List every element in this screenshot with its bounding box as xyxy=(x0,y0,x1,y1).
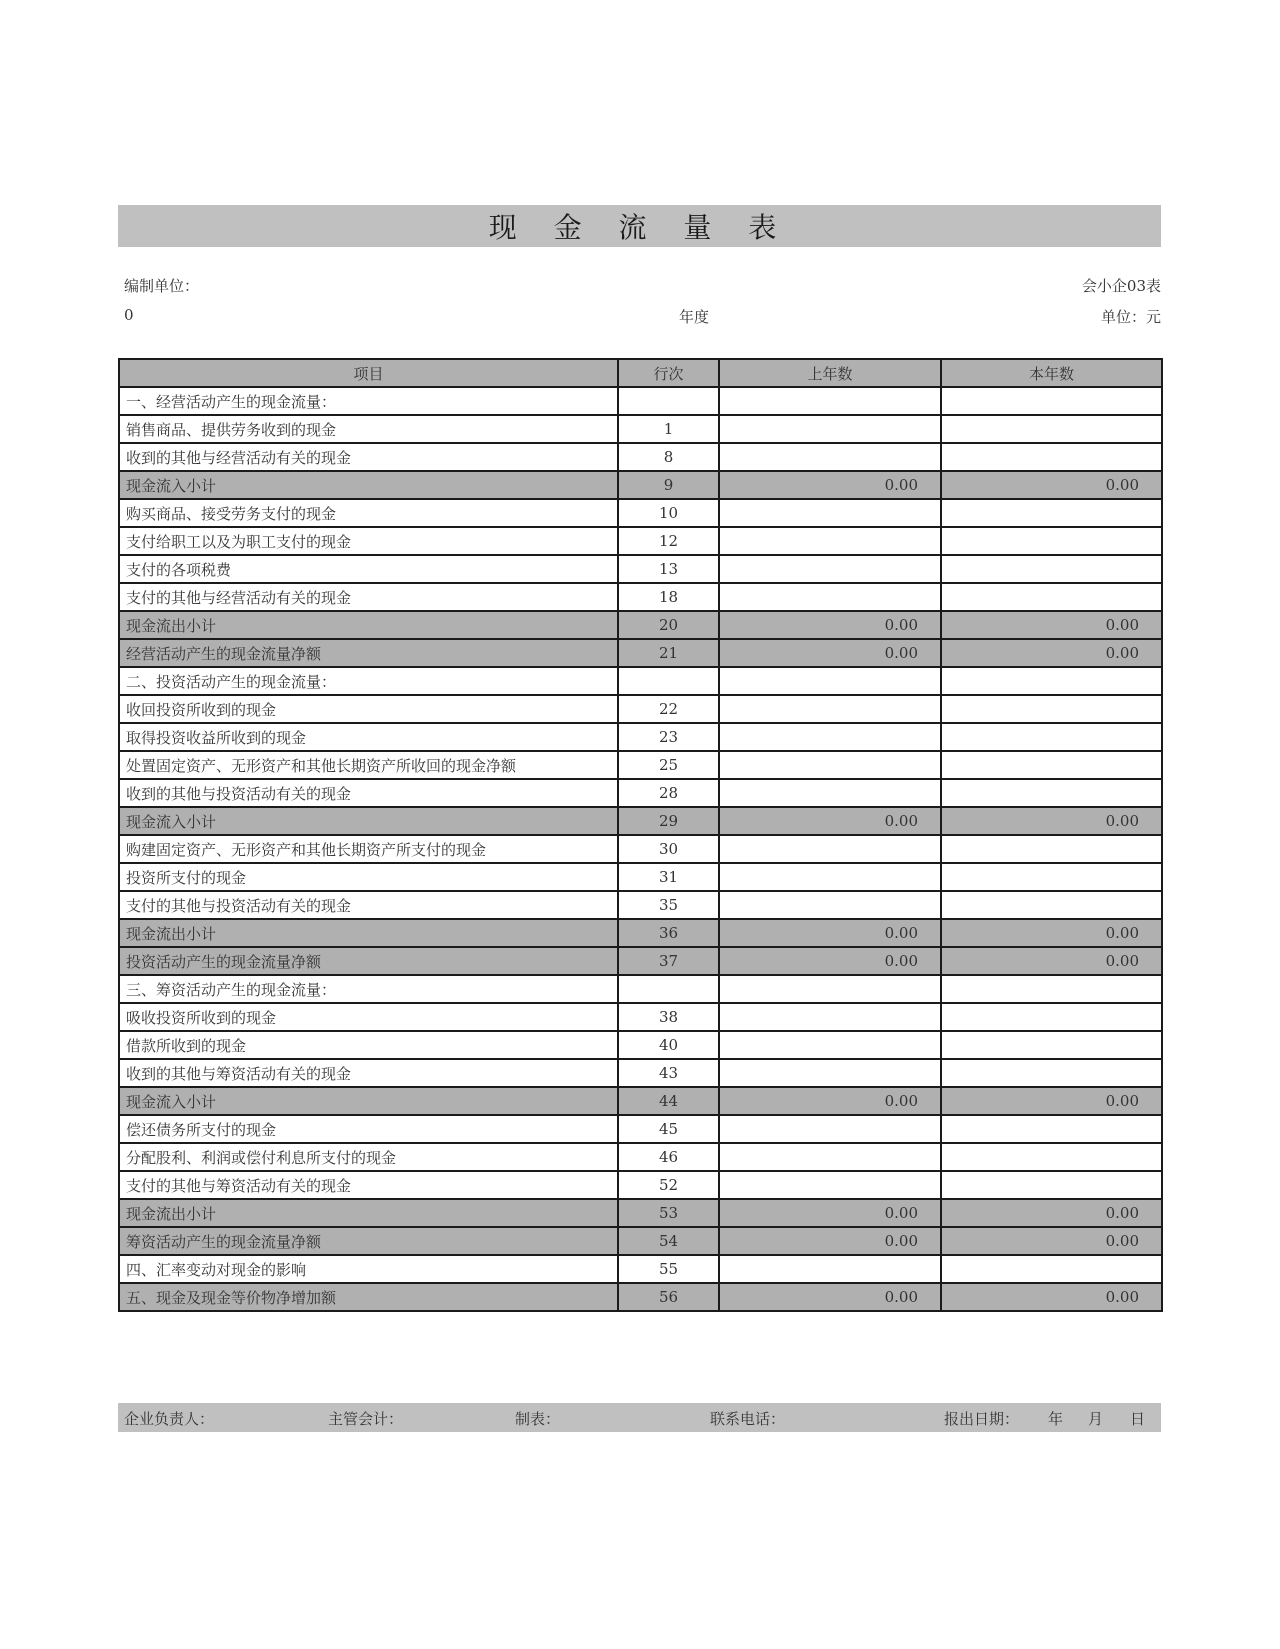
row-curr-year-amount[interactable] xyxy=(941,1031,1162,1059)
row-prev-year-amount[interactable] xyxy=(719,1059,941,1087)
row-line-number: 22 xyxy=(618,695,719,723)
row-line-number: 20 xyxy=(618,611,719,639)
row-prev-year-amount[interactable]: 0.00 xyxy=(719,1087,941,1115)
row-prev-year-amount[interactable] xyxy=(719,555,941,583)
row-line-number: 45 xyxy=(618,1115,719,1143)
cash-flow-table xyxy=(118,358,1163,1312)
row-prev-year-amount[interactable] xyxy=(719,1143,941,1171)
row-curr-year-amount[interactable] xyxy=(941,779,1162,807)
row-item-label: 收到的其他与经营活动有关的现金 xyxy=(119,443,618,471)
row-prev-year-amount[interactable] xyxy=(719,835,941,863)
row-line-number: 53 xyxy=(618,1199,719,1227)
row-prev-year-amount[interactable] xyxy=(719,723,941,751)
row-item-label: 支付的各项税费 xyxy=(119,555,618,583)
row-curr-year-amount[interactable] xyxy=(941,695,1162,723)
footer-phone: 联系电话： xyxy=(710,1410,786,1428)
row-line-number: 10 xyxy=(618,499,719,527)
row-curr-year-amount[interactable]: 0.00 xyxy=(941,1087,1162,1115)
row-curr-year-amount[interactable] xyxy=(941,863,1162,891)
row-line-number: 44 xyxy=(618,1087,719,1115)
footer-month: 月 xyxy=(1088,1410,1104,1428)
row-prev-year-amount[interactable]: 0.00 xyxy=(719,807,941,835)
row-item-label: 收回投资所收到的现金 xyxy=(119,695,618,723)
row-line-number: 18 xyxy=(618,583,719,611)
row-item-label: 现金流入小计 xyxy=(119,807,618,835)
row-curr-year-amount[interactable] xyxy=(941,723,1162,751)
row-curr-year-amount[interactable] xyxy=(941,1059,1162,1087)
row-line-number: 29 xyxy=(618,807,719,835)
row-prev-year-amount[interactable] xyxy=(719,1031,941,1059)
compiler-label: 编制单位： xyxy=(124,277,200,295)
row-line-number: 9 xyxy=(618,471,719,499)
row-curr-year-amount[interactable] xyxy=(941,1171,1162,1199)
row-prev-year-amount[interactable] xyxy=(719,527,941,555)
row-line-number: 13 xyxy=(618,555,719,583)
row-prev-year-amount[interactable] xyxy=(719,695,941,723)
row-prev-year-amount[interactable] xyxy=(719,863,941,891)
row-prev-year-amount[interactable]: 0.00 xyxy=(719,919,941,947)
row-item-label: 取得投资收益所收到的现金 xyxy=(119,723,618,751)
row-item-label: 借款所收到的现金 xyxy=(119,1031,618,1059)
row-prev-year-amount[interactable] xyxy=(719,891,941,919)
row-item-label: 筹资活动产生的现金流量净额 xyxy=(119,1227,618,1255)
unit-label: 单位：元 xyxy=(1100,308,1161,326)
row-curr-year-amount[interactable] xyxy=(941,387,1162,415)
row-curr-year-amount[interactable] xyxy=(941,891,1162,919)
row-line-number: 23 xyxy=(618,723,719,751)
row-item-label: 购建固定资产、无形资产和其他长期资产所支付的现金 xyxy=(119,835,618,863)
row-curr-year-amount[interactable]: 0.00 xyxy=(941,611,1162,639)
row-curr-year-amount[interactable] xyxy=(941,499,1162,527)
row-line-number: 43 xyxy=(618,1059,719,1087)
table-row xyxy=(119,1087,1162,1115)
table-row xyxy=(119,1031,1162,1059)
row-curr-year-amount[interactable]: 0.00 xyxy=(941,471,1162,499)
company-value: 0 xyxy=(124,306,134,324)
row-prev-year-amount[interactable]: 0.00 xyxy=(719,1227,941,1255)
row-item-label: 收到的其他与筹资活动有关的现金 xyxy=(119,1059,618,1087)
footer-year: 年 xyxy=(1048,1410,1064,1428)
row-line-number: 8 xyxy=(618,443,719,471)
table-header-row xyxy=(119,359,1162,387)
row-line-number: 36 xyxy=(618,919,719,947)
table-row xyxy=(119,415,1162,443)
row-item-label: 收到的其他与投资活动有关的现金 xyxy=(119,779,618,807)
row-curr-year-amount[interactable] xyxy=(941,835,1162,863)
row-item-label: 四、汇率变动对现金的影响 xyxy=(119,1255,618,1283)
row-prev-year-amount[interactable] xyxy=(719,499,941,527)
table-row xyxy=(119,1283,1162,1311)
table-row xyxy=(119,499,1162,527)
row-item-label: 支付的其他与投资活动有关的现金 xyxy=(119,891,618,919)
row-prev-year-amount[interactable]: 0.00 xyxy=(719,1283,941,1311)
row-prev-year-amount[interactable]: 0.00 xyxy=(719,1199,941,1227)
report-title-bar xyxy=(118,205,1161,247)
row-curr-year-amount[interactable]: 0.00 xyxy=(941,1227,1162,1255)
form-code: 会小企03表 xyxy=(1081,277,1161,295)
row-line-number: 21 xyxy=(618,639,719,667)
table-row xyxy=(119,835,1162,863)
row-curr-year-amount[interactable] xyxy=(941,975,1162,1003)
row-item-label: 现金流出小计 xyxy=(119,1199,618,1227)
row-line-number: 35 xyxy=(618,891,719,919)
row-prev-year-amount[interactable] xyxy=(719,387,941,415)
row-item-label: 二、投资活动产生的现金流量： xyxy=(119,667,618,695)
row-line-number: 56 xyxy=(618,1283,719,1311)
row-curr-year-amount[interactable] xyxy=(941,1115,1162,1143)
row-line-number xyxy=(618,387,719,415)
row-item-label: 现金流入小计 xyxy=(119,1087,618,1115)
table-row xyxy=(119,863,1162,891)
row-curr-year-amount[interactable] xyxy=(941,667,1162,695)
row-line-number: 25 xyxy=(618,751,719,779)
row-line-number xyxy=(618,975,719,1003)
table-row xyxy=(119,583,1162,611)
row-line-number xyxy=(618,667,719,695)
row-prev-year-amount[interactable] xyxy=(719,779,941,807)
table-body xyxy=(119,387,1162,1311)
row-prev-year-amount[interactable]: 0.00 xyxy=(719,611,941,639)
row-prev-year-amount[interactable] xyxy=(719,1171,941,1199)
table-row xyxy=(119,1199,1162,1227)
table-row xyxy=(119,1115,1162,1143)
header-curr-year: 本年数 xyxy=(941,359,1162,387)
row-item-label: 经营活动产生的现金流量净额 xyxy=(119,639,618,667)
row-prev-year-amount[interactable] xyxy=(719,443,941,471)
row-item-label: 支付给职工以及为职工支付的现金 xyxy=(119,527,618,555)
row-prev-year-amount[interactable]: 0.00 xyxy=(719,947,941,975)
table-row xyxy=(119,527,1162,555)
row-prev-year-amount[interactable] xyxy=(719,751,941,779)
table-row xyxy=(119,1171,1162,1199)
row-line-number: 40 xyxy=(618,1031,719,1059)
table-row xyxy=(119,1143,1162,1171)
row-line-number: 1 xyxy=(618,415,719,443)
row-item-label: 处置固定资产、无形资产和其他长期资产所收回的现金净额 xyxy=(119,751,618,779)
table-row xyxy=(119,891,1162,919)
row-prev-year-amount[interactable]: 0.00 xyxy=(719,471,941,499)
row-item-label: 购买商品、接受劳务支付的现金 xyxy=(119,499,618,527)
table-row xyxy=(119,723,1162,751)
table-row xyxy=(119,779,1162,807)
row-item-label: 分配股利、利润或偿付利息所支付的现金 xyxy=(119,1143,618,1171)
table-row xyxy=(119,1059,1162,1087)
row-item-label: 现金流出小计 xyxy=(119,919,618,947)
row-item-label: 偿还债务所支付的现金 xyxy=(119,1115,618,1143)
row-prev-year-amount[interactable] xyxy=(719,1003,941,1031)
row-item-label: 一、经营活动产生的现金流量： xyxy=(119,387,618,415)
table-row xyxy=(119,471,1162,499)
table-row xyxy=(119,947,1162,975)
row-curr-year-amount[interactable] xyxy=(941,527,1162,555)
row-item-label: 吸收投资所收到的现金 xyxy=(119,1003,618,1031)
table-row xyxy=(119,555,1162,583)
header-line: 行次 xyxy=(618,359,719,387)
row-item-label: 支付的其他与筹资活动有关的现金 xyxy=(119,1171,618,1199)
row-line-number: 38 xyxy=(618,1003,719,1031)
row-prev-year-amount[interactable]: 0.00 xyxy=(719,639,941,667)
table-row xyxy=(119,975,1162,1003)
row-curr-year-amount[interactable] xyxy=(941,415,1162,443)
row-curr-year-amount[interactable] xyxy=(941,443,1162,471)
row-curr-year-amount[interactable]: 0.00 xyxy=(941,947,1162,975)
row-curr-year-amount[interactable]: 0.00 xyxy=(941,1283,1162,1311)
row-line-number: 31 xyxy=(618,863,719,891)
row-prev-year-amount[interactable] xyxy=(719,583,941,611)
row-item-label: 投资活动产生的现金流量净额 xyxy=(119,947,618,975)
row-curr-year-amount[interactable]: 0.00 xyxy=(941,919,1162,947)
row-line-number: 37 xyxy=(618,947,719,975)
signature-footer xyxy=(118,1403,1161,1432)
footer-principal: 企业负责人： xyxy=(124,1410,215,1428)
table-row xyxy=(119,387,1162,415)
table-row xyxy=(119,667,1162,695)
row-line-number: 54 xyxy=(618,1227,719,1255)
row-item-label: 现金流出小计 xyxy=(119,611,618,639)
row-item-label: 投资所支付的现金 xyxy=(119,863,618,891)
row-curr-year-amount[interactable] xyxy=(941,555,1162,583)
footer-accountant: 主管会计： xyxy=(328,1410,404,1428)
row-item-label: 现金流入小计 xyxy=(119,471,618,499)
report-title: 现 金 流 量 表 xyxy=(488,211,791,244)
footer-preparer: 制表： xyxy=(515,1410,561,1428)
footer-day: 日 xyxy=(1130,1410,1146,1428)
table-row xyxy=(119,1003,1162,1031)
row-item-label: 支付的其他与经营活动有关的现金 xyxy=(119,583,618,611)
row-line-number: 55 xyxy=(618,1255,719,1283)
table-row xyxy=(119,1255,1162,1283)
row-line-number: 30 xyxy=(618,835,719,863)
row-curr-year-amount[interactable] xyxy=(941,751,1162,779)
row-line-number: 46 xyxy=(618,1143,719,1171)
row-prev-year-amount[interactable] xyxy=(719,975,941,1003)
row-curr-year-amount[interactable]: 0.00 xyxy=(941,1199,1162,1227)
row-line-number: 28 xyxy=(618,779,719,807)
row-prev-year-amount[interactable] xyxy=(719,415,941,443)
table-row xyxy=(119,611,1162,639)
row-line-number: 52 xyxy=(618,1171,719,1199)
table-row xyxy=(119,695,1162,723)
row-prev-year-amount[interactable] xyxy=(719,1115,941,1143)
header-prev-year: 上年数 xyxy=(719,359,941,387)
footer-report-date: 报出日期： xyxy=(944,1410,1020,1428)
row-curr-year-amount[interactable]: 0.00 xyxy=(941,639,1162,667)
row-prev-year-amount[interactable] xyxy=(719,667,941,695)
row-line-number: 12 xyxy=(618,527,719,555)
period-label: 年度 xyxy=(679,308,710,326)
table-row xyxy=(119,443,1162,471)
table-row xyxy=(119,639,1162,667)
row-curr-year-amount[interactable] xyxy=(941,1003,1162,1031)
row-curr-year-amount[interactable]: 0.00 xyxy=(941,807,1162,835)
table-row xyxy=(119,807,1162,835)
table-row xyxy=(119,919,1162,947)
table-row xyxy=(119,751,1162,779)
table-row xyxy=(119,1227,1162,1255)
header-item: 项目 xyxy=(119,359,618,387)
row-curr-year-amount[interactable] xyxy=(941,1143,1162,1171)
row-curr-year-amount[interactable] xyxy=(941,1255,1162,1283)
row-prev-year-amount[interactable] xyxy=(719,1255,941,1283)
row-item-label: 三、筹资活动产生的现金流量： xyxy=(119,975,618,1003)
row-curr-year-amount[interactable] xyxy=(941,583,1162,611)
row-item-label: 销售商品、提供劳务收到的现金 xyxy=(119,415,618,443)
row-item-label: 五、现金及现金等价物净增加额 xyxy=(119,1283,618,1311)
